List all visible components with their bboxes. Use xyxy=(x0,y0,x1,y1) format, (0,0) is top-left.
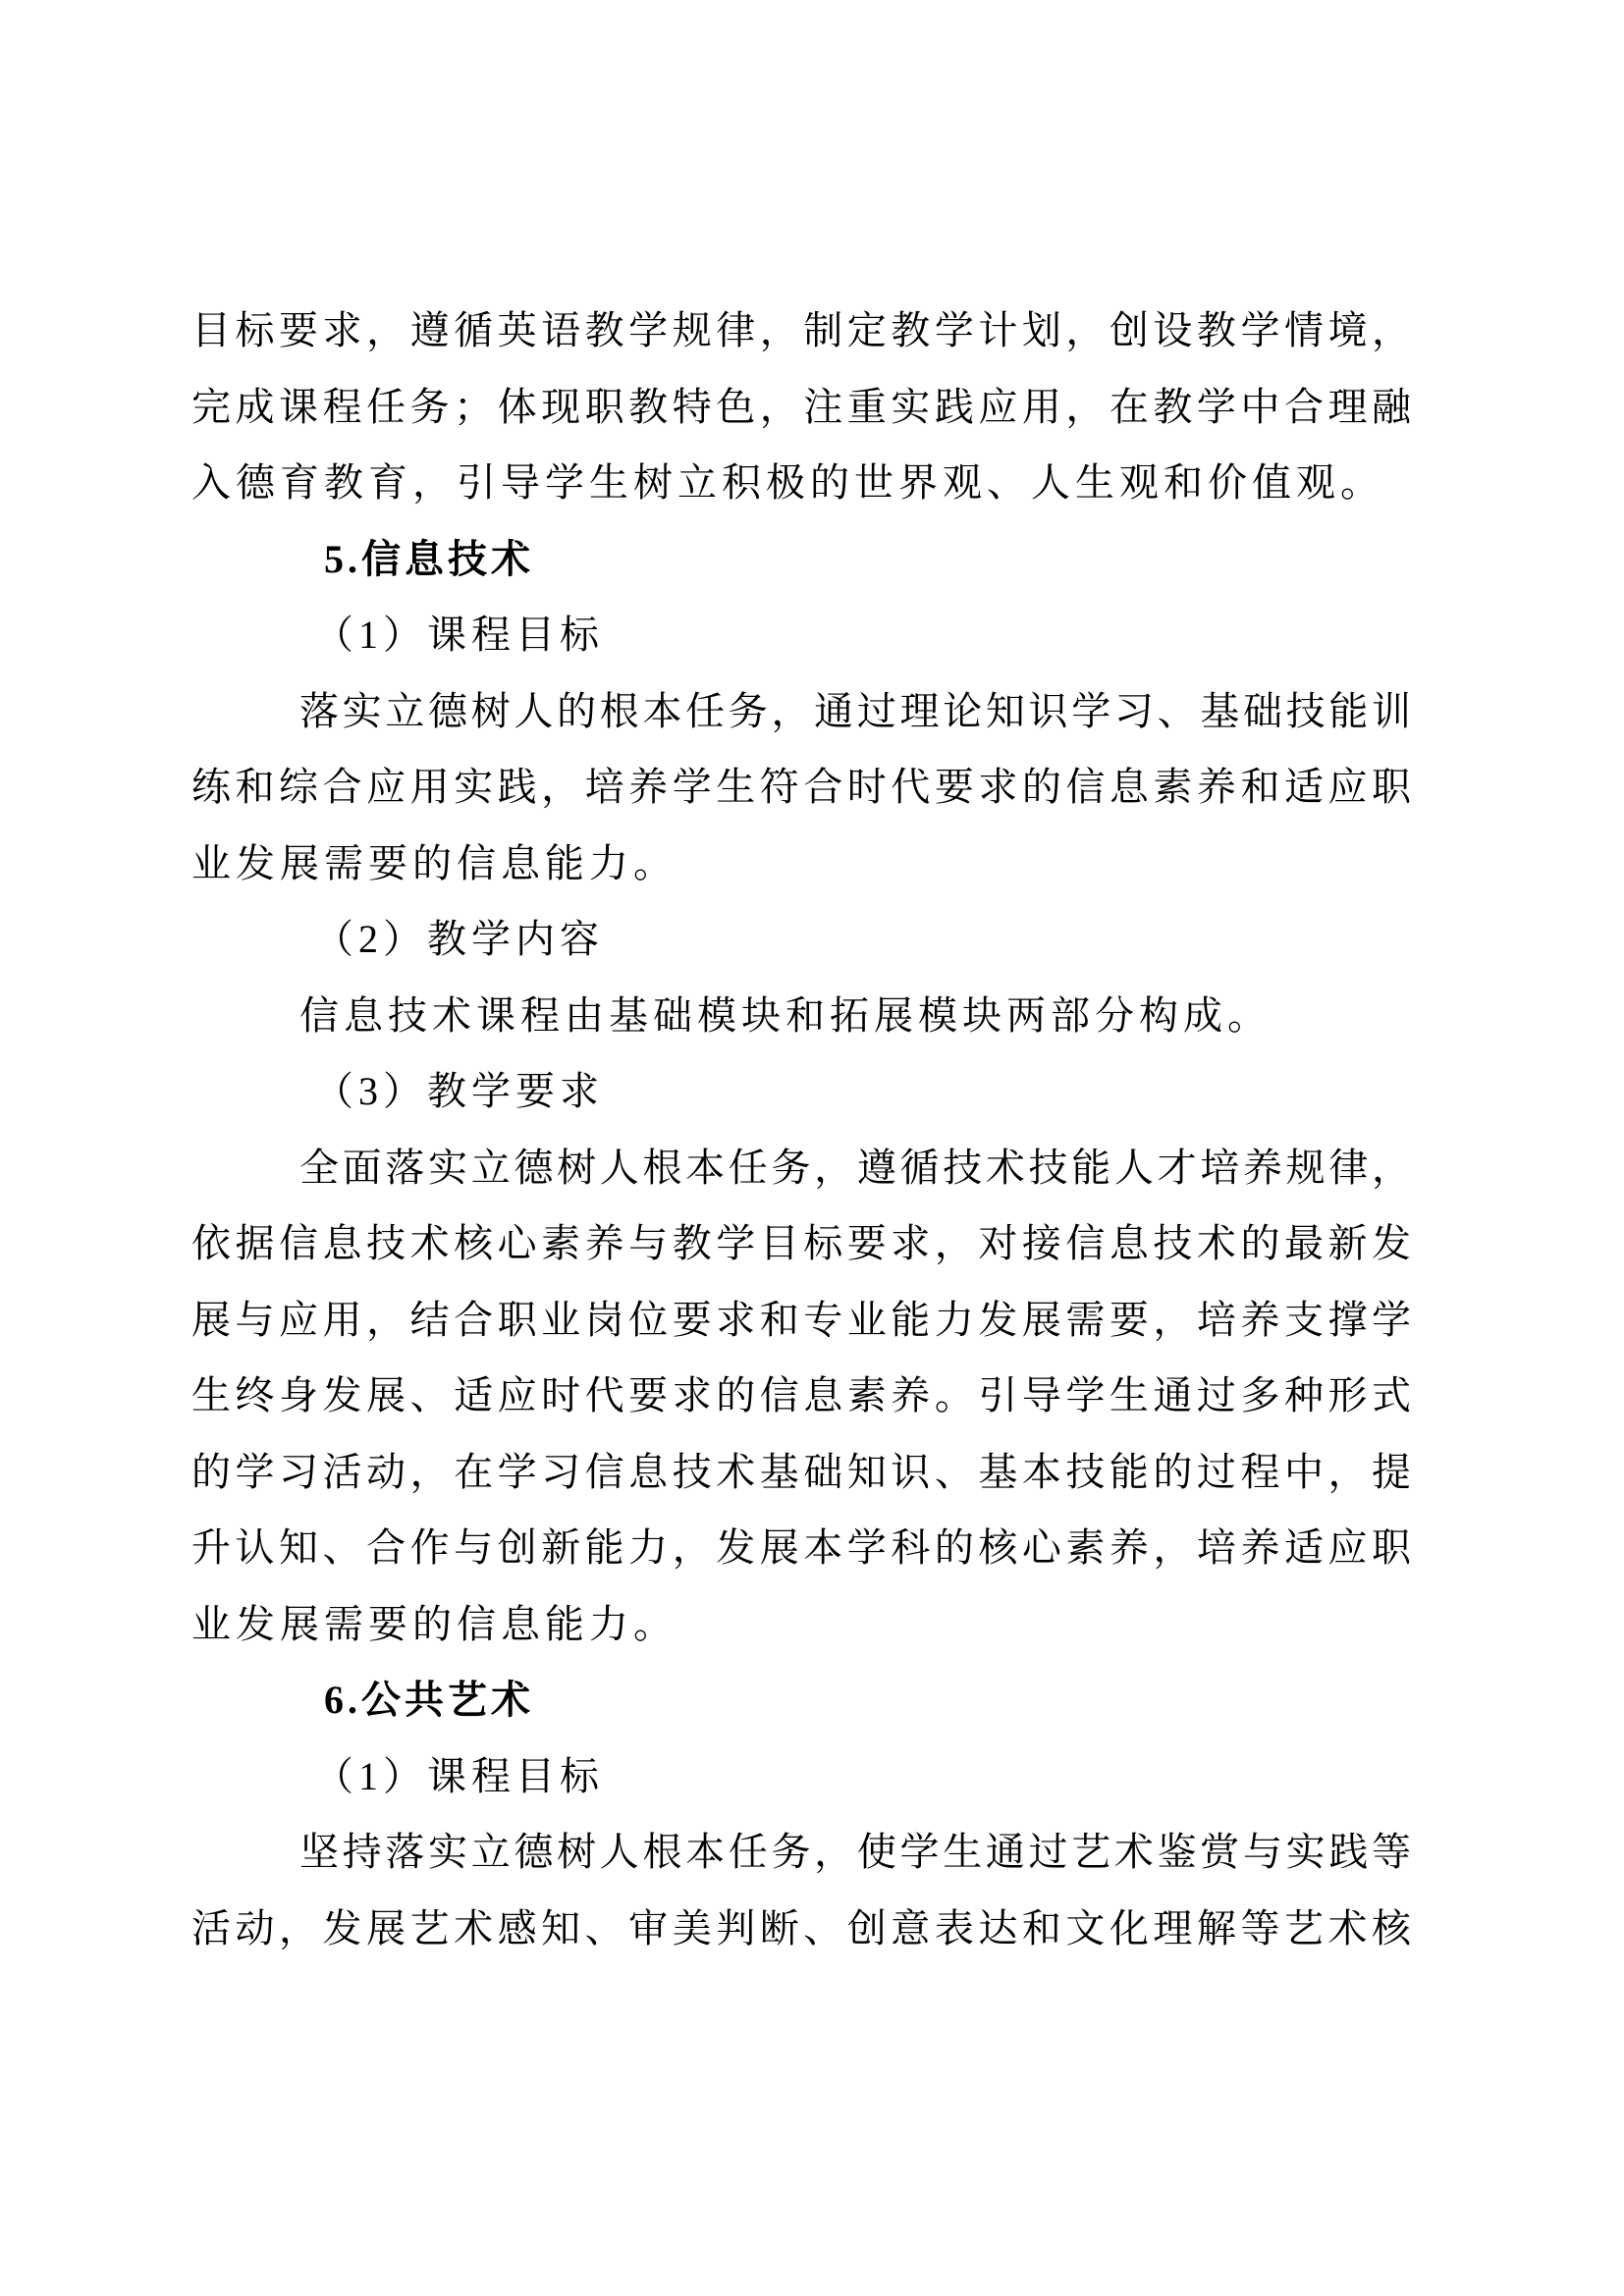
subsection-heading: （3）教学要求 xyxy=(314,1069,604,1113)
text-block xyxy=(191,293,1411,1966)
section-heading-6: 6.公共艺术 xyxy=(324,1678,534,1722)
body-line: 完成课程任务；体现职教特色，注重实践应用，在教学中合理融 xyxy=(191,384,1411,429)
body-line: 业发展需要的信息能力。 xyxy=(191,1601,677,1646)
body-line: 练和综合应用实践，培养学生符合时代要求的信息素养和适应职 xyxy=(191,765,1411,809)
section-heading-5: 5.信息技术 xyxy=(324,536,534,581)
body-line: 目标要求，遵循英语教学规律，制定教学计划，创设教学情境， xyxy=(191,308,1411,352)
body-line: 信息技术课程由基础模块和拓展模块两部分构成。 xyxy=(299,992,1272,1038)
subsection-heading: （1）课程目标 xyxy=(314,1753,604,1798)
body-line: 业发展需要的信息能力。 xyxy=(191,840,677,885)
body-line: 全面落实立德树人根本任务，遵循技术技能人才培养规律， xyxy=(299,1145,1411,1190)
body-line: 的学习活动，在学习信息技术基础知识、基本技能的过程中，提 xyxy=(191,1449,1411,1494)
body-line: 依据信息技术核心素养与教学目标要求，对接信息技术的最新发 xyxy=(191,1221,1411,1265)
body-line: 坚持落实立德树人根本任务，使学生通过艺术鉴赏与实践等 xyxy=(299,1830,1411,1874)
body-line: 落实立德树人的根本任务，通过理论知识学习、基础技能训 xyxy=(299,688,1411,733)
subsection-heading: （1）课程目标 xyxy=(314,613,604,657)
body-line: 入德育教育，引导学生树立积极的世界观、人生观和价值观。 xyxy=(191,460,1384,505)
body-line: 活动，发展艺术感知、审美判断、创意表达和文化理解等艺术核 xyxy=(191,1905,1411,1950)
body-line: 展与应用，结合职业岗位要求和专业能力发展需要，培养支撑学 xyxy=(191,1297,1411,1342)
subsection-heading: （2）教学内容 xyxy=(314,917,604,961)
body-line: 生终身发展、适应时代要求的信息素养。引导学生通过多种形式 xyxy=(191,1373,1411,1417)
body-line: 升认知、合作与创新能力，发展本学科的核心素养，培养适应职 xyxy=(191,1525,1411,1570)
